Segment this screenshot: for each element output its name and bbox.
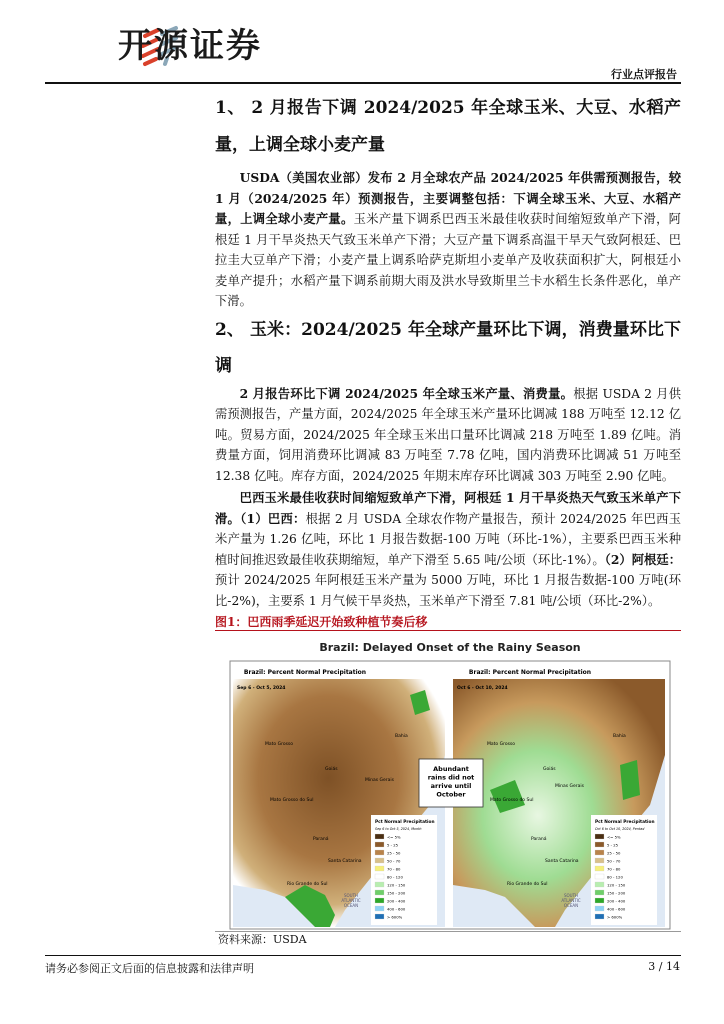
callout-box <box>419 759 483 807</box>
ocean-label-line: ATLANTIC <box>341 898 361 903</box>
paragraph-1-body: 玉米产量下调系巴西玉米最佳收获时间缩短致单产下滑，阿根廷 1 月干旱炎热天气致玉米单产下滑；大豆产量下调系高温干旱天气致阿根廷、巴拉圭大豆单产下滑；小麦产量上调系哈萨克斯坦小麦单产及收获面积扩大，阿根廷小麦单产提升；水稻产量下调系前期大雨及洪水导致斯里兰卡水稻生长条件恶化，单产下滑。 <box>215 212 681 308</box>
panel-title: Brazil: Percent Normal Precipitation <box>243 669 367 676</box>
legend-swatch <box>595 882 604 887</box>
panel-date: Oct 6 - Oct 10, 2024 <box>457 686 508 691</box>
legend-label: 80 - 120 <box>607 874 623 880</box>
legend-swatch <box>595 842 604 847</box>
legend-swatch <box>375 914 384 919</box>
paragraph-2-body: 根据 USDA 2 月供需预测报告，产量方面，2024/2025 年全球玉米产量环比调减 188 万吨至 12.12 亿吨。贸易方面，2024/2025 年全球玉米出口量环比调减 218 万吨至 1.89 亿吨。消费量方面，饲用消费环比调减 83 万吨至 7.78 亿吨，国内消费环比调减 51 万吨至 12.38 亿吨。库存方面，2024/2025 年期末库存环比调减 303 万吨至 2.90 亿吨。 <box>215 386 682 483</box>
brand-name: 开源证券 <box>118 26 262 66</box>
footer-disclaimer: 请务必参阅正文后面的信息披露和法律声明 <box>45 962 254 975</box>
legend-label: > 600% <box>387 914 403 920</box>
paragraph-3-body-2: 预计 2024/2025 年阿根廷玉米产量为 5000 万吨，环比 1 月报告数据-100 万吨(环比-2%)，主要系 1 月气候干旱炎热，玉米单产下滑至 7.81 吨/公顷（环比-2%）。 <box>215 573 681 608</box>
figure-title: Brazil: Delayed Onset of the Rainy Season <box>319 641 581 654</box>
state-label: Mato Grosso do Sul <box>490 798 534 803</box>
legend-label: 25 - 50 <box>607 850 621 856</box>
legend-swatch <box>595 898 604 903</box>
legend-label: 50 - 70 <box>387 858 401 864</box>
legend-swatch <box>375 834 384 839</box>
state-label: Minas Gerais <box>365 778 394 783</box>
legend-label: 400 - 600 <box>387 906 406 912</box>
legend-left <box>371 815 437 925</box>
legend-swatch <box>375 866 384 871</box>
legend-subtitle: Sep 6 to Oct 5, 2024, Month <box>375 827 422 831</box>
state-label: Mato Grosso <box>265 742 294 747</box>
section-heading-1: 1、 2 月报告下调 2024/2025 年全球玉米、大豆、水稻产量，上调全球小麦产量 <box>215 98 681 155</box>
panel-date: Sep 6 - Oct 5, 2024 <box>237 686 286 691</box>
legend-swatch <box>595 866 604 871</box>
legend-swatch <box>375 858 384 863</box>
legend-swatch <box>375 906 384 911</box>
state-label: Bahia <box>613 734 626 739</box>
callout-line: arrive until <box>430 782 472 790</box>
legend-swatch <box>375 850 384 855</box>
page-number: 3 / 14 <box>648 960 680 973</box>
legend-subtitle: Oct 6 to Oct 10, 2024, Pentad <box>595 827 645 831</box>
legend-label: 70 - 80 <box>387 866 401 872</box>
legend-swatch <box>375 874 384 879</box>
legend-swatch <box>595 906 604 911</box>
paragraph-3-body: 根据 2 月 USDA 全球农作物产量报告，预计 2024/2025 年巴西玉米产量为 1.26 亿吨，环比 1 月报告数据-100 万吨（环比-1%），主要系巴西玉米种植时间推迟致最佳收获期缩短，单产下滑至 5.65 吨/公顷（环比-1%）。 <box>215 511 681 567</box>
legend-label: 120 - 150 <box>387 882 406 888</box>
panel-title: Brazil: Percent Normal Precipitation <box>468 669 592 676</box>
main-content <box>215 90 681 948</box>
legend-label: 200 - 400 <box>387 898 406 904</box>
ocean-label-line: ATLANTIC <box>561 898 581 903</box>
ocean-label-line: OCEAN <box>563 903 579 908</box>
legend-swatch <box>595 914 604 919</box>
legend-label: 150 - 200 <box>387 890 406 896</box>
report-type: 行业点评报告 <box>611 68 677 81</box>
state-label: Rio Grande do Sul <box>287 882 328 887</box>
legend-label: <= 5% <box>387 834 401 840</box>
callout-line: October <box>436 790 466 799</box>
legend-right <box>591 815 657 925</box>
ocean-label-line: SOUTH <box>563 893 579 898</box>
state-label: Bahia <box>395 734 408 739</box>
header-divider <box>45 82 681 84</box>
paragraph-3 <box>215 488 681 611</box>
legend-label: <= 5% <box>607 834 621 840</box>
legend-label: 70 - 80 <box>607 866 621 872</box>
legend-swatch <box>595 874 604 879</box>
legend-label: > 600% <box>607 914 623 920</box>
ocean-label <box>561 893 581 908</box>
state-label: Mato Grosso <box>487 742 516 747</box>
legend-label: 5 - 25 <box>387 842 399 848</box>
paragraph-1-lead: USDA（美国农业部）发布 2 月全球农产品 2024/2025 年供需预测报告，较 1 月（2024/2025 年）预测报告，主要调整包括：下调全球玉米、大豆、水稻产量，上调全球小麦产量。 <box>215 170 681 226</box>
state-label: Mato Grosso do Sul <box>270 798 314 803</box>
state-label: Goiás <box>325 767 338 772</box>
legend-swatch <box>595 858 604 863</box>
map-panel-right <box>453 669 665 927</box>
ocean-label-line: OCEAN <box>343 903 359 908</box>
map-panel-left <box>233 669 445 927</box>
section-heading-2: 2、 玉米：2024/2025 年全球产量环比下调，消费量环比下调 <box>215 319 681 376</box>
paragraph-2-lead: 2 月报告环比下调 2024/2025 年全球玉米产量、消费量。 <box>239 385 574 401</box>
legend-label: 5 - 25 <box>607 842 619 848</box>
legend-swatch <box>375 890 384 895</box>
legend-swatch <box>375 898 384 903</box>
figure-caption-divider <box>215 630 681 631</box>
ocean-label-line: SOUTH <box>343 893 359 898</box>
footer-divider <box>45 955 681 956</box>
state-label: Paraná <box>531 837 547 842</box>
state-label: Minas Gerais <box>555 784 584 789</box>
legend-label: 120 - 150 <box>607 882 626 888</box>
paragraph-3-lead: 巴西玉米最佳收获时间缩短致单产下滑，阿根廷 1 月干旱炎热天气致玉米单产下滑。（1）巴西： <box>215 490 681 526</box>
callout-line: rains did not <box>427 773 475 782</box>
paragraph-1 <box>215 168 681 312</box>
legend-swatch <box>595 850 604 855</box>
callout-line: Abundant <box>433 765 469 773</box>
legend-swatch <box>595 834 604 839</box>
state-label: Rio Grande do Sul <box>507 882 548 887</box>
legend-label: 200 - 400 <box>607 898 626 904</box>
state-label: Paraná <box>313 837 329 842</box>
legend-swatch <box>595 890 604 895</box>
figure-source: 资料来源：USDA <box>218 933 307 946</box>
state-label: Santa Catarina <box>328 859 362 864</box>
precipitation-map-figure <box>225 635 675 931</box>
paragraph-2 <box>215 384 681 487</box>
legend-swatch <box>375 882 384 887</box>
figure-caption: 图1：巴西雨季延迟开始致种植节奏后移 <box>215 615 428 629</box>
legend-title: Pct Normal Precipitation <box>375 820 435 825</box>
legend-label: 80 - 120 <box>387 874 403 880</box>
legend-label: 50 - 70 <box>607 858 621 864</box>
legend-label: 400 - 600 <box>607 906 626 912</box>
paragraph-3-lead-2: （2）阿根廷： <box>604 551 681 567</box>
state-label: Santa Catarina <box>545 859 579 864</box>
ocean-label <box>341 893 361 908</box>
legend-swatch <box>375 842 384 847</box>
legend-label: 25 - 50 <box>387 850 401 856</box>
state-label: Goiás <box>543 767 556 772</box>
legend-title: Pct Normal Precipitation <box>595 820 655 825</box>
legend-label: 150 - 200 <box>607 890 626 896</box>
